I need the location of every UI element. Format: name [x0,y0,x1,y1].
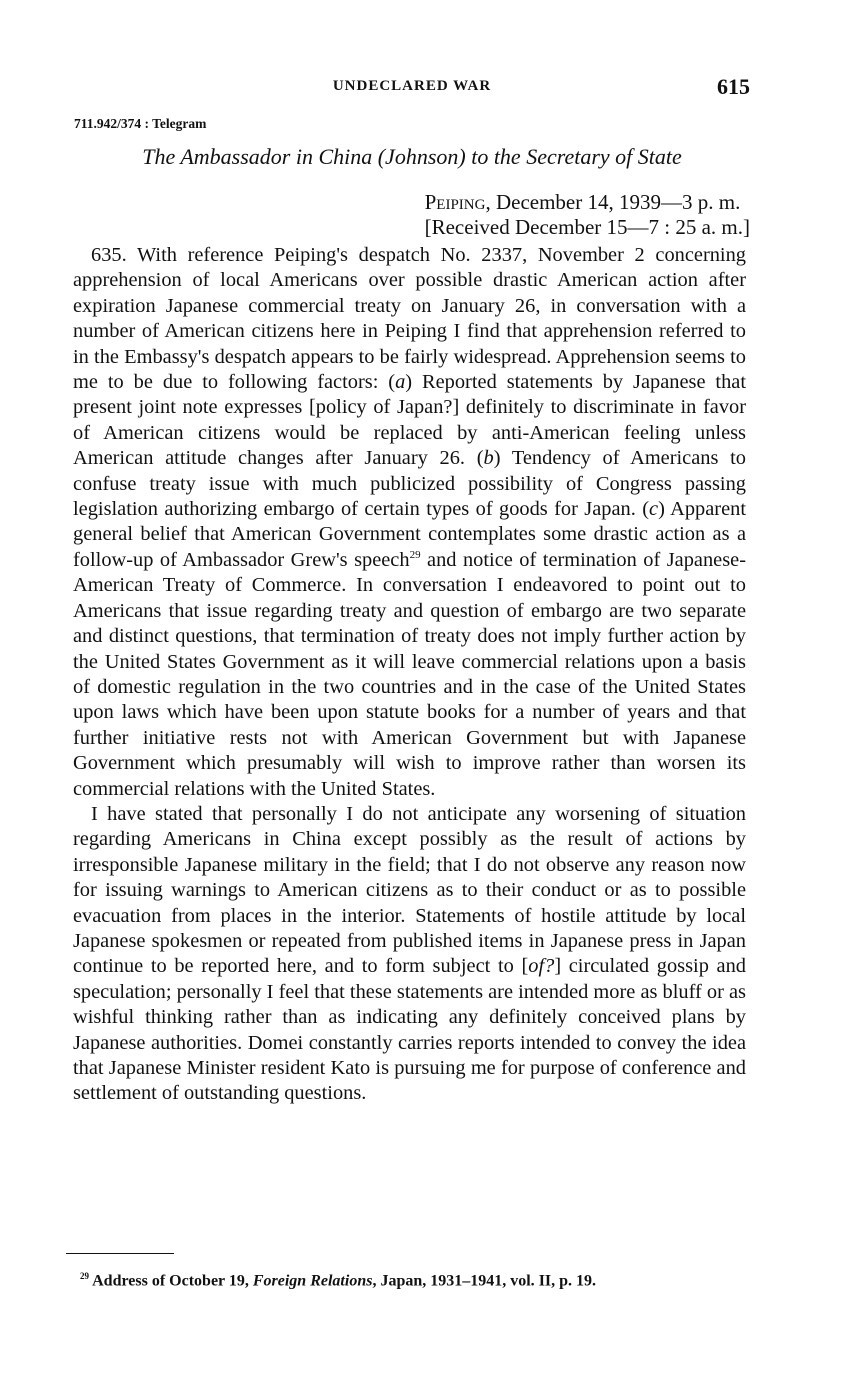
text-run: ) Apparent general belief that American Government contemplates some drastic action as a follow-up of Ambassador Grew's speech [73,498,746,571]
date-sent: , December 14, 1939—3 p. m. [485,190,741,214]
telegram-body [73,243,746,1107]
text-run: 635. With reference Peiping's despatch No. 2337, November 2 concerning apprehension of local Americans over possible drastic American action after expiration Japanese commercial treaty on January 26, in conversation with a number of American citizens here in Peiping I find that apprehension referred to in the Embassy's despatch appears to be fairly widespread. Apprehension seems to me to be due to following factors: ( [73,244,746,394]
paragraph-2 [73,802,746,1107]
text-run: ] circulated gossip and speculation; personally I feel that these statements are intended more as bluff or as wishful thinking rather than as indicating any definitely conceived plans by Japanese authorities. Domei constantly carries reports intended to convey the idea that Japanese Minister resident Kato is pursuing me for purpose of conference and settlement of outstanding questions. [73,955,746,1105]
dateline [425,190,750,240]
footnote-volume: II [538,1272,552,1290]
place-name: Peiping [424,190,486,214]
date-sent-line [425,190,750,215]
footnote-number: 29 [80,1271,89,1281]
text-run: and notice of termination of Japanese-American Treaty of Commerce. In conversation I endeavored to point out to Americans that issue regarding treaty and question of embargo are two separate and distinct questions, that termination of treaty does not imply further action by the United States Government as it will leave commercial relations upon a basis of domestic regulation in the two countries and in the case of the United States upon laws which have been upon statute books for a number of years and that further initiative rests not with American Government but with Japanese Government which presumably will wish to improve rather than worsen its commercial relations with the United States. [73,548,746,800]
footnote-source: Foreign Relations [252,1272,373,1290]
footnote-text: , Japan, 1931–1941, vol. [372,1272,539,1290]
text-run: ) Tendency of Americans to confuse treaty issue with much publicized possibility of Congress passing legislation authorizing embargo of certain types of goods for Japan. ( [73,447,746,521]
paragraph-1 [73,243,746,802]
document-title: The Ambassador in China (Johnson) to the Secretary of State [142,144,682,169]
running-title: UNDECLARED WAR [332,78,492,94]
footnote-text: , p. 19. [551,1272,597,1290]
text-run: I have stated that personally I do not anticipate any worsening of situation regarding Americans in China except possibly as the result of actions by irresponsible Japanese military in the field; that I do not observe any reason now for issuing warnings to American citizens as to their conduct or as to possible evacuation from places in the interior. Statements of hostile attitude by local Japanese spokesmen or repeated from published items in Japanese press in Japan continue to be reported here, and to form subject to [ [73,802,746,978]
running-header [74,74,750,102]
item-label: c [649,498,659,521]
date-received: [Received December 15—7 : 25 a. m.] [424,215,750,239]
footnote-reference[interactable]: 29 [409,549,421,562]
item-label: b [483,447,494,470]
file-reference: 711.942/374 : Telegram [74,116,207,131]
footnote-divider [66,1253,174,1254]
item-label: a [395,371,406,394]
text-run: ) Reported statements by Japanese that present joint note expresses [policy of Japan?] definitely to discriminate in favor of American citizens would be replaced by anti-American feeling unless American attitude changes after January 26. ( [73,371,746,470]
footnote-text: Address of October 19, [89,1272,253,1290]
editorial-insert: of? [528,955,555,978]
page-number: 615 [717,74,750,99]
footnote [80,1271,596,1290]
